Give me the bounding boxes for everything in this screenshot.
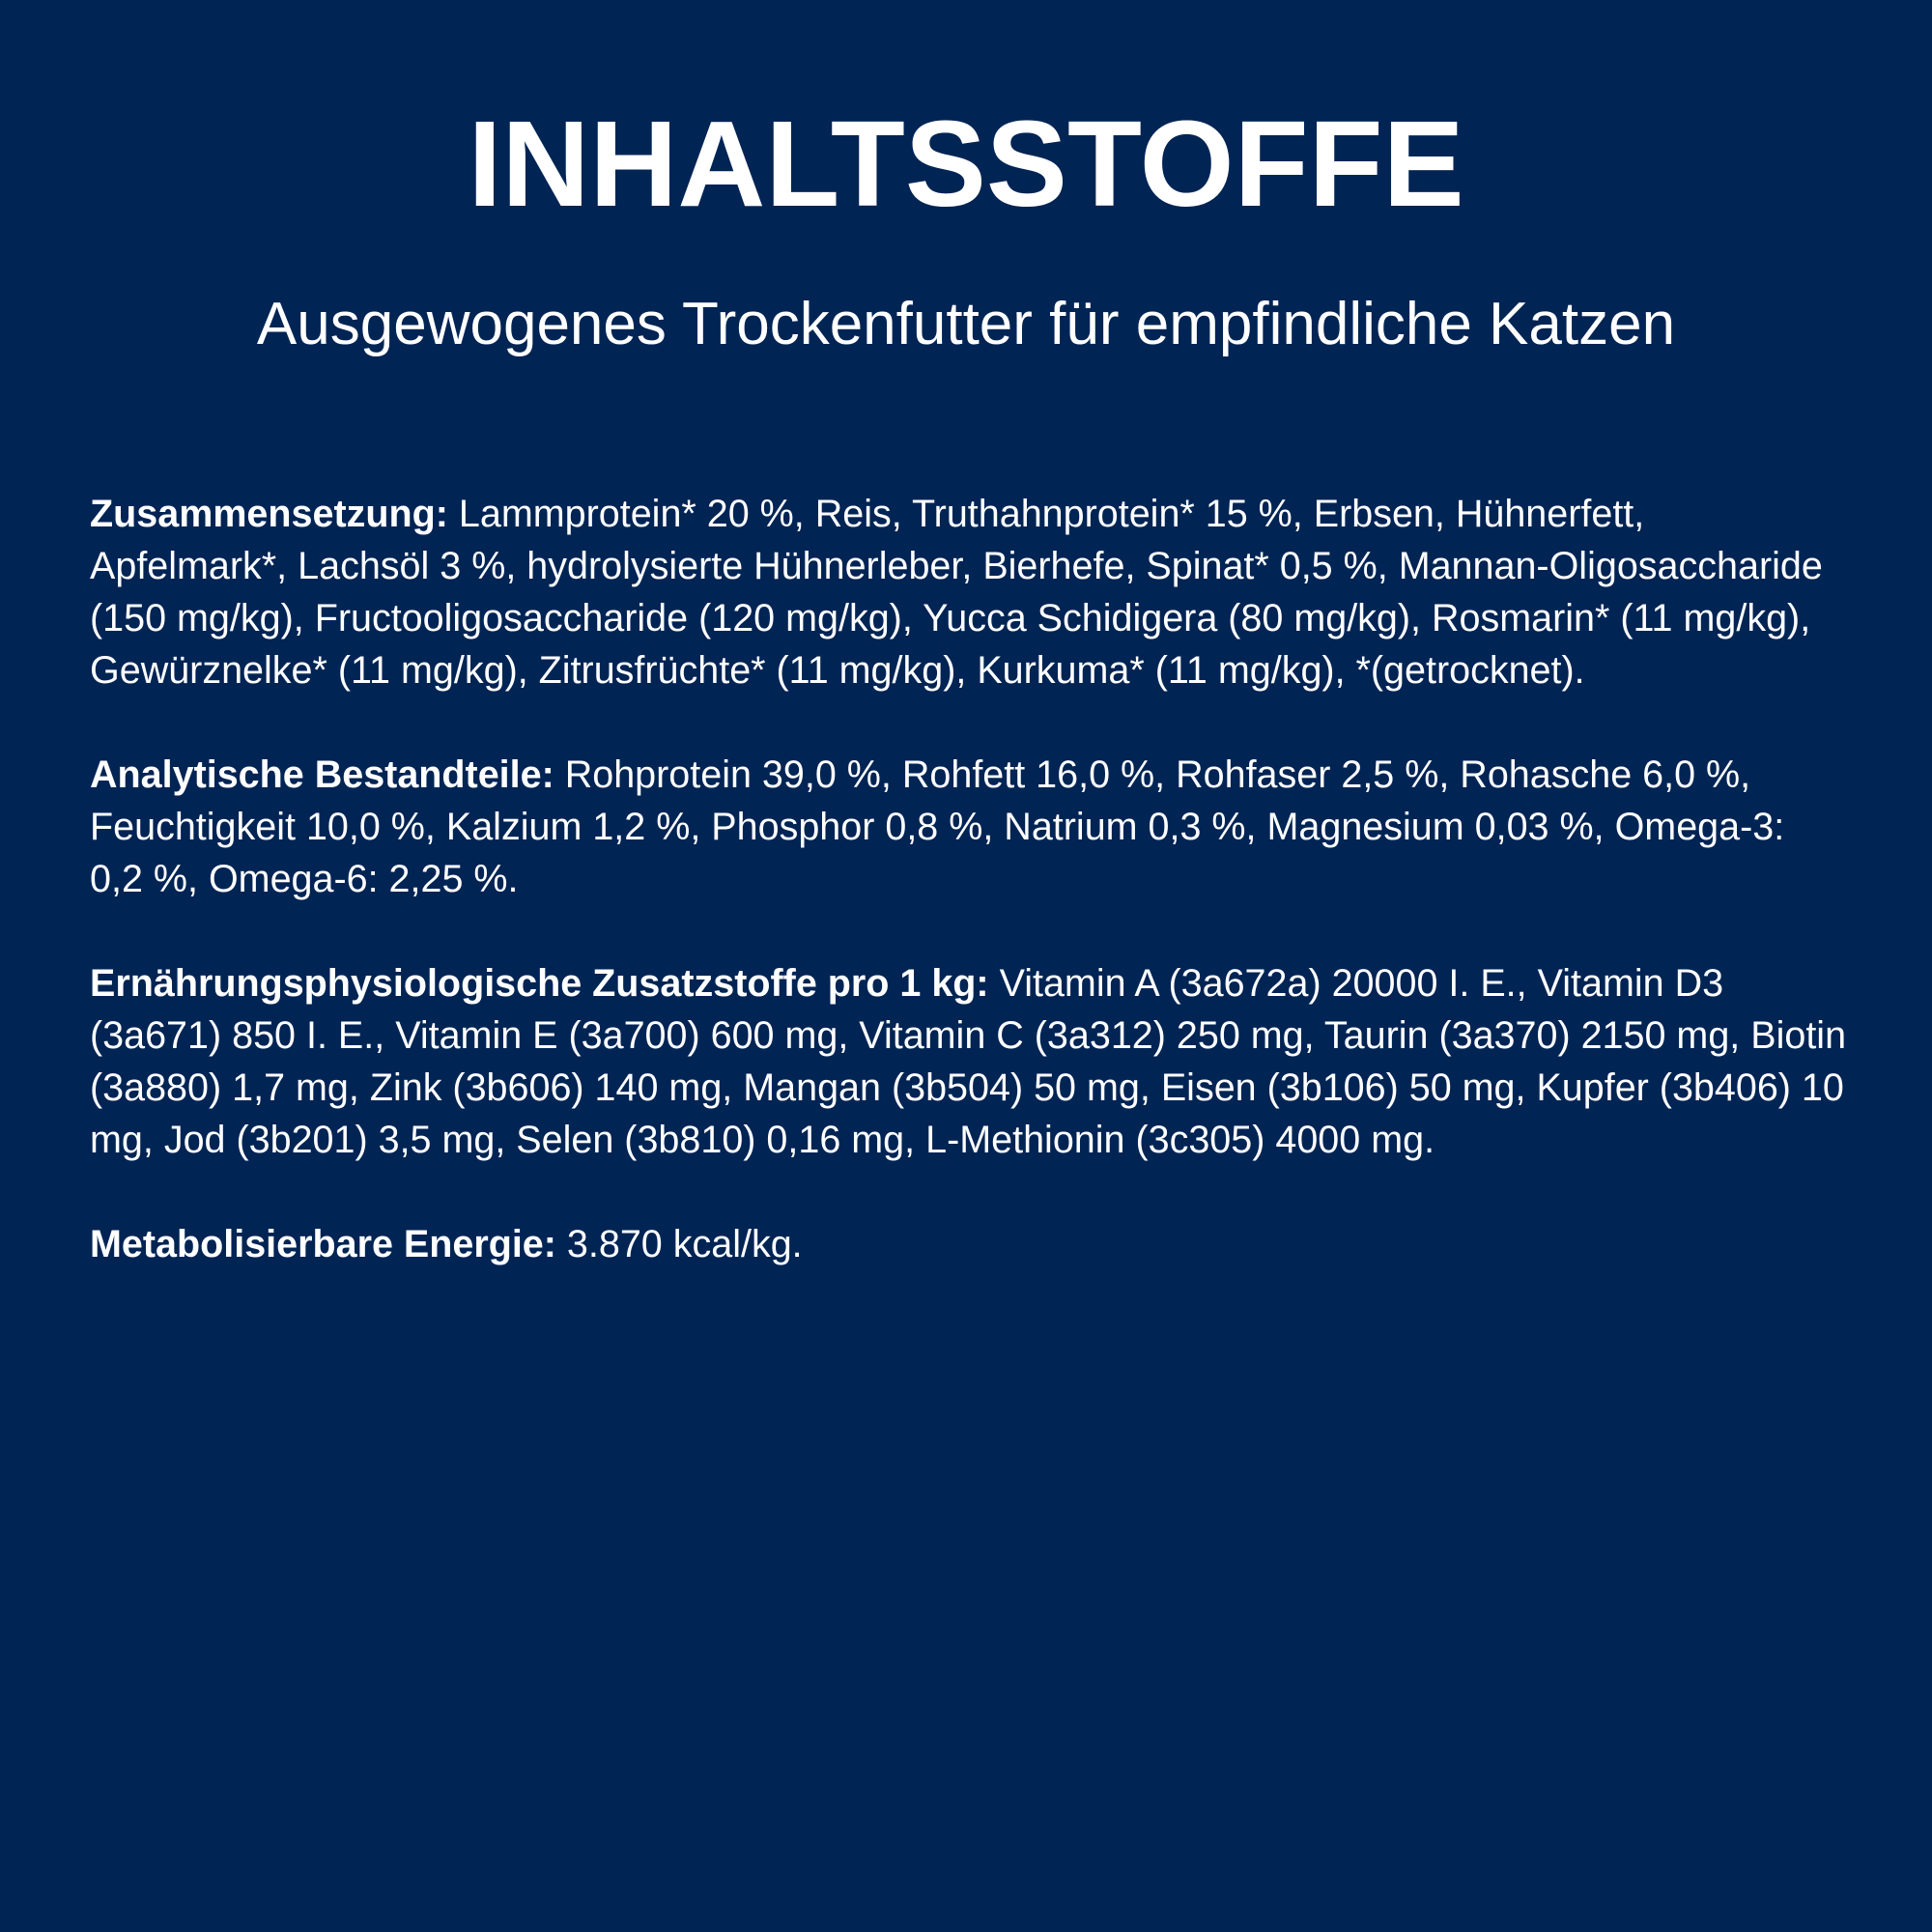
- energy-section: [90, 1218, 1848, 1270]
- page-subtitle: Ausgewogenes Trockenfutter für empfindliche Katzen: [256, 291, 1676, 357]
- ingredients-content: [90, 488, 1848, 1322]
- analytical-label: Analytische Bestandteile:: [90, 753, 554, 796]
- additives-section: [90, 957, 1848, 1166]
- additives-label: Ernährungsphysiologische Zusatzstoffe pro 1 kg:: [90, 962, 989, 1005]
- composition-label: Zusammensetzung:: [90, 493, 448, 535]
- composition-text: Lammprotein* 20 %, Reis, Truthahnprotein* 15 %, Erbsen, Hühnerfett, Apfelmark*, Lachsöl 3 %, hydrolysierte Hühnerleber, Bierhefe, Spinat* 0,5 %, Mannan-Oligosaccharide (150 mg/kg), Fructooligosaccharide (120 mg/kg), Yucca Schidigera (80 mg/kg), Rosmarin* (11 mg/kg), Gewürznelke* (11 mg/kg), Zitrusfrüchte* (11 mg/kg), Kurkuma* (11 mg/kg), *(getrocknet).: [90, 493, 1823, 692]
- energy-label: Metabolisierbare Energie:: [90, 1223, 556, 1265]
- analytical-text: Rohprotein 39,0 %, Rohfett 16,0 %, Rohfaser 2,5 %, Rohasche 6,0 %, Feuchtigkeit 10,0 %, Kalzium 1,2 %, Phosphor 0,8 %, Natrium 0,3 %, Magnesium 0,03 %, Omega-3: 0,2 %, Omega-6: 2,25 %.: [90, 753, 1785, 900]
- page-title: INHALTSSTOFFE: [468, 96, 1464, 232]
- energy-text: 3.870 kcal/kg.: [566, 1223, 803, 1265]
- additives-text: Vitamin A (3a672a) 20000 I. E., Vitamin D3 (3a671) 850 I. E., Vitamin E (3a700) 600 mg, Vitamin C (3a312) 250 mg, Taurin (3a370) 2150 mg, Biotin (3a880) 1,7 mg, Zink (3b606) 140 mg, Mangan (3b504) 50 mg, Eisen (3b106) 50 mg, Kupfer (3b406) 10 mg, Jod (3b201) 3,5 mg, Selen (3b810) 0,16 mg, L-Methionin (3c305) 4000 mg.: [90, 962, 1847, 1161]
- composition-section: [90, 488, 1848, 696]
- analytical-section: [90, 749, 1848, 905]
